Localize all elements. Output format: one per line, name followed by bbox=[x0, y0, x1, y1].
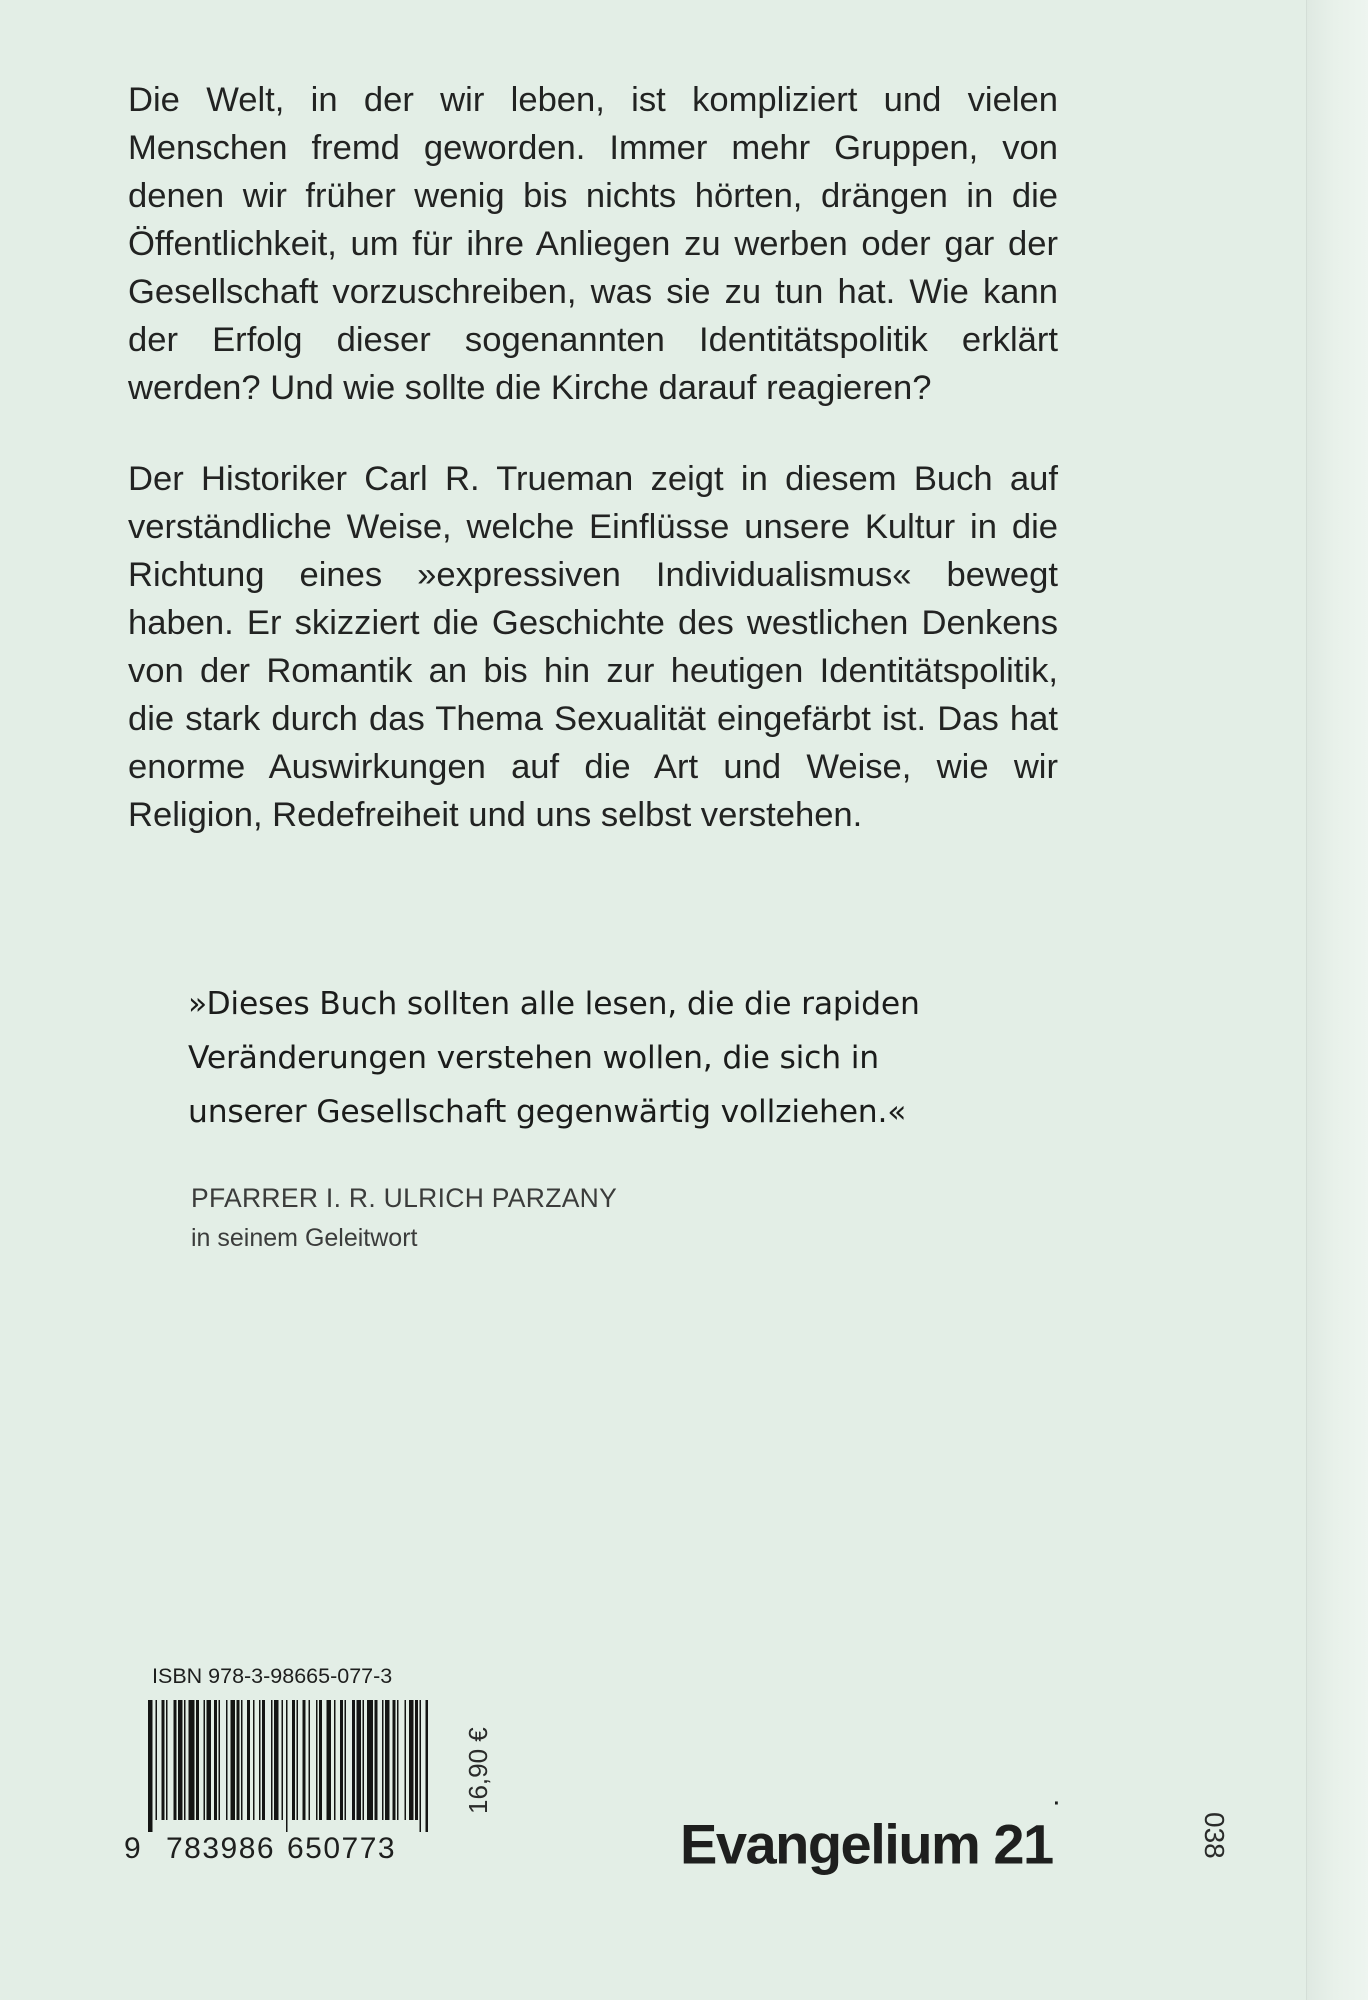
barcode-bar bbox=[367, 1700, 373, 1820]
barcode-bar bbox=[357, 1700, 362, 1820]
barcode-bar bbox=[189, 1700, 195, 1820]
barcode-bar bbox=[292, 1700, 295, 1820]
barcode-bar bbox=[271, 1700, 273, 1820]
endorsement-author: PFARRER I. R. ULRICH PARZANY bbox=[191, 1183, 618, 1213]
publisher-logo bbox=[680, 1793, 1059, 1876]
barcode-bar bbox=[207, 1700, 212, 1820]
barcode-bar bbox=[297, 1700, 299, 1820]
barcode-bar bbox=[352, 1700, 355, 1820]
barcode-bar bbox=[327, 1700, 332, 1820]
barcode-bar bbox=[363, 1700, 365, 1820]
barcode-bar bbox=[382, 1700, 384, 1820]
barcode-bar bbox=[237, 1700, 240, 1820]
barcode-bar bbox=[303, 1700, 306, 1820]
barcode-bar bbox=[385, 1700, 390, 1820]
barcode-bar bbox=[397, 1700, 399, 1820]
blurb-paragraph-2: Der Historiker Carl R. Trueman zeigt in diesem Buch auf verständliche Weise, welche Einflüsse unsere Kultur in die Richtung eines »expressiven Individualismus« bewegt haben. Er skizziert die Geschichte des westlichen Denkens von der Romantik an bis hin zur heutigen Identitätspolitik, die stark durch das Thema Sexualität eingefärbt ist. Das hat enorme Auswirkungen auf die Art und Weise, wie wir Religion, Redefreiheit und uns selbst verstehen. bbox=[128, 460, 1058, 834]
barcode-digits-right: 650773 bbox=[287, 1832, 397, 1865]
barcode-bar bbox=[426, 1700, 429, 1832]
barcode-bar bbox=[309, 1700, 311, 1820]
cover-edge bbox=[1306, 0, 1368, 2000]
barcode-digits-left: 783986 bbox=[166, 1832, 276, 1865]
barcode-bar bbox=[178, 1700, 183, 1820]
barcode-bar bbox=[253, 1700, 255, 1820]
barcode-bar bbox=[156, 1700, 158, 1820]
barcode-bar bbox=[262, 1700, 265, 1820]
barcode-bar bbox=[286, 1700, 288, 1832]
series-number: 038 bbox=[1199, 1812, 1230, 1859]
barcode-bar bbox=[259, 1700, 261, 1820]
barcode-bar bbox=[247, 1700, 250, 1820]
barcode-bar bbox=[231, 1700, 236, 1820]
barcode-bar bbox=[184, 1700, 186, 1820]
publisher-mark: · bbox=[1053, 1793, 1059, 1815]
barcode-bar bbox=[415, 1700, 418, 1820]
barcode-bar bbox=[319, 1700, 322, 1820]
isbn-label: ISBN 978-3-98665-077-3 bbox=[152, 1664, 393, 1688]
endorsement-quote: »Dieses Buch sollten alle lesen, die die rapiden Veränderungen verstehen wollen, die sich in unserer Gesellschaft gegenwärtig vollziehen.« bbox=[188, 986, 920, 1130]
barcode-digit-first: 9 bbox=[124, 1832, 143, 1865]
price-label: 16,90 € bbox=[463, 1727, 493, 1814]
barcode-bar bbox=[345, 1700, 347, 1820]
endorsement-source: in seinem Geleitwort bbox=[191, 1224, 418, 1252]
barcode-bar bbox=[204, 1700, 206, 1820]
barcode-bar bbox=[166, 1700, 168, 1820]
barcode-bar bbox=[420, 1700, 422, 1832]
publisher-name: Evangelium 21 bbox=[680, 1812, 1053, 1876]
barcode-bar bbox=[196, 1700, 199, 1820]
barcode-bar bbox=[162, 1700, 165, 1820]
barcode-bar bbox=[226, 1700, 228, 1820]
barcode-bar bbox=[214, 1700, 217, 1820]
barcode-bar bbox=[219, 1700, 221, 1820]
barcode-bar bbox=[405, 1700, 407, 1820]
barcode-bar bbox=[274, 1700, 279, 1820]
barcode-bar bbox=[282, 1700, 284, 1820]
barcode-bar bbox=[148, 1700, 153, 1832]
blurb-paragraph-1: Die Welt, in der wir leben, ist kompliziert und vielen Menschen fremd geworden. Immer mehr Gruppen, von denen wir früher wenig bis nichts hörten, drängen in die Öffentlichkeit, um für ihre Anliegen zu werben oder gar der Gesellschaft vorzuschreiben, was sie zu tun hat. Wie kann der Erfolg dieser sogenannten Identitätspolitik erklärt werden? Und wie sollte die Kirche darauf reagieren? bbox=[128, 81, 1058, 407]
barcode-bar bbox=[393, 1700, 396, 1820]
barcode-bar bbox=[409, 1700, 414, 1820]
barcode-bar bbox=[375, 1700, 378, 1820]
barcode-bar bbox=[241, 1700, 243, 1820]
barcode-icon bbox=[146, 1700, 428, 1832]
barcode-bar bbox=[340, 1700, 343, 1820]
barcode-bar bbox=[334, 1700, 336, 1820]
barcode-bar bbox=[316, 1700, 318, 1820]
barcode-bar bbox=[174, 1700, 177, 1820]
